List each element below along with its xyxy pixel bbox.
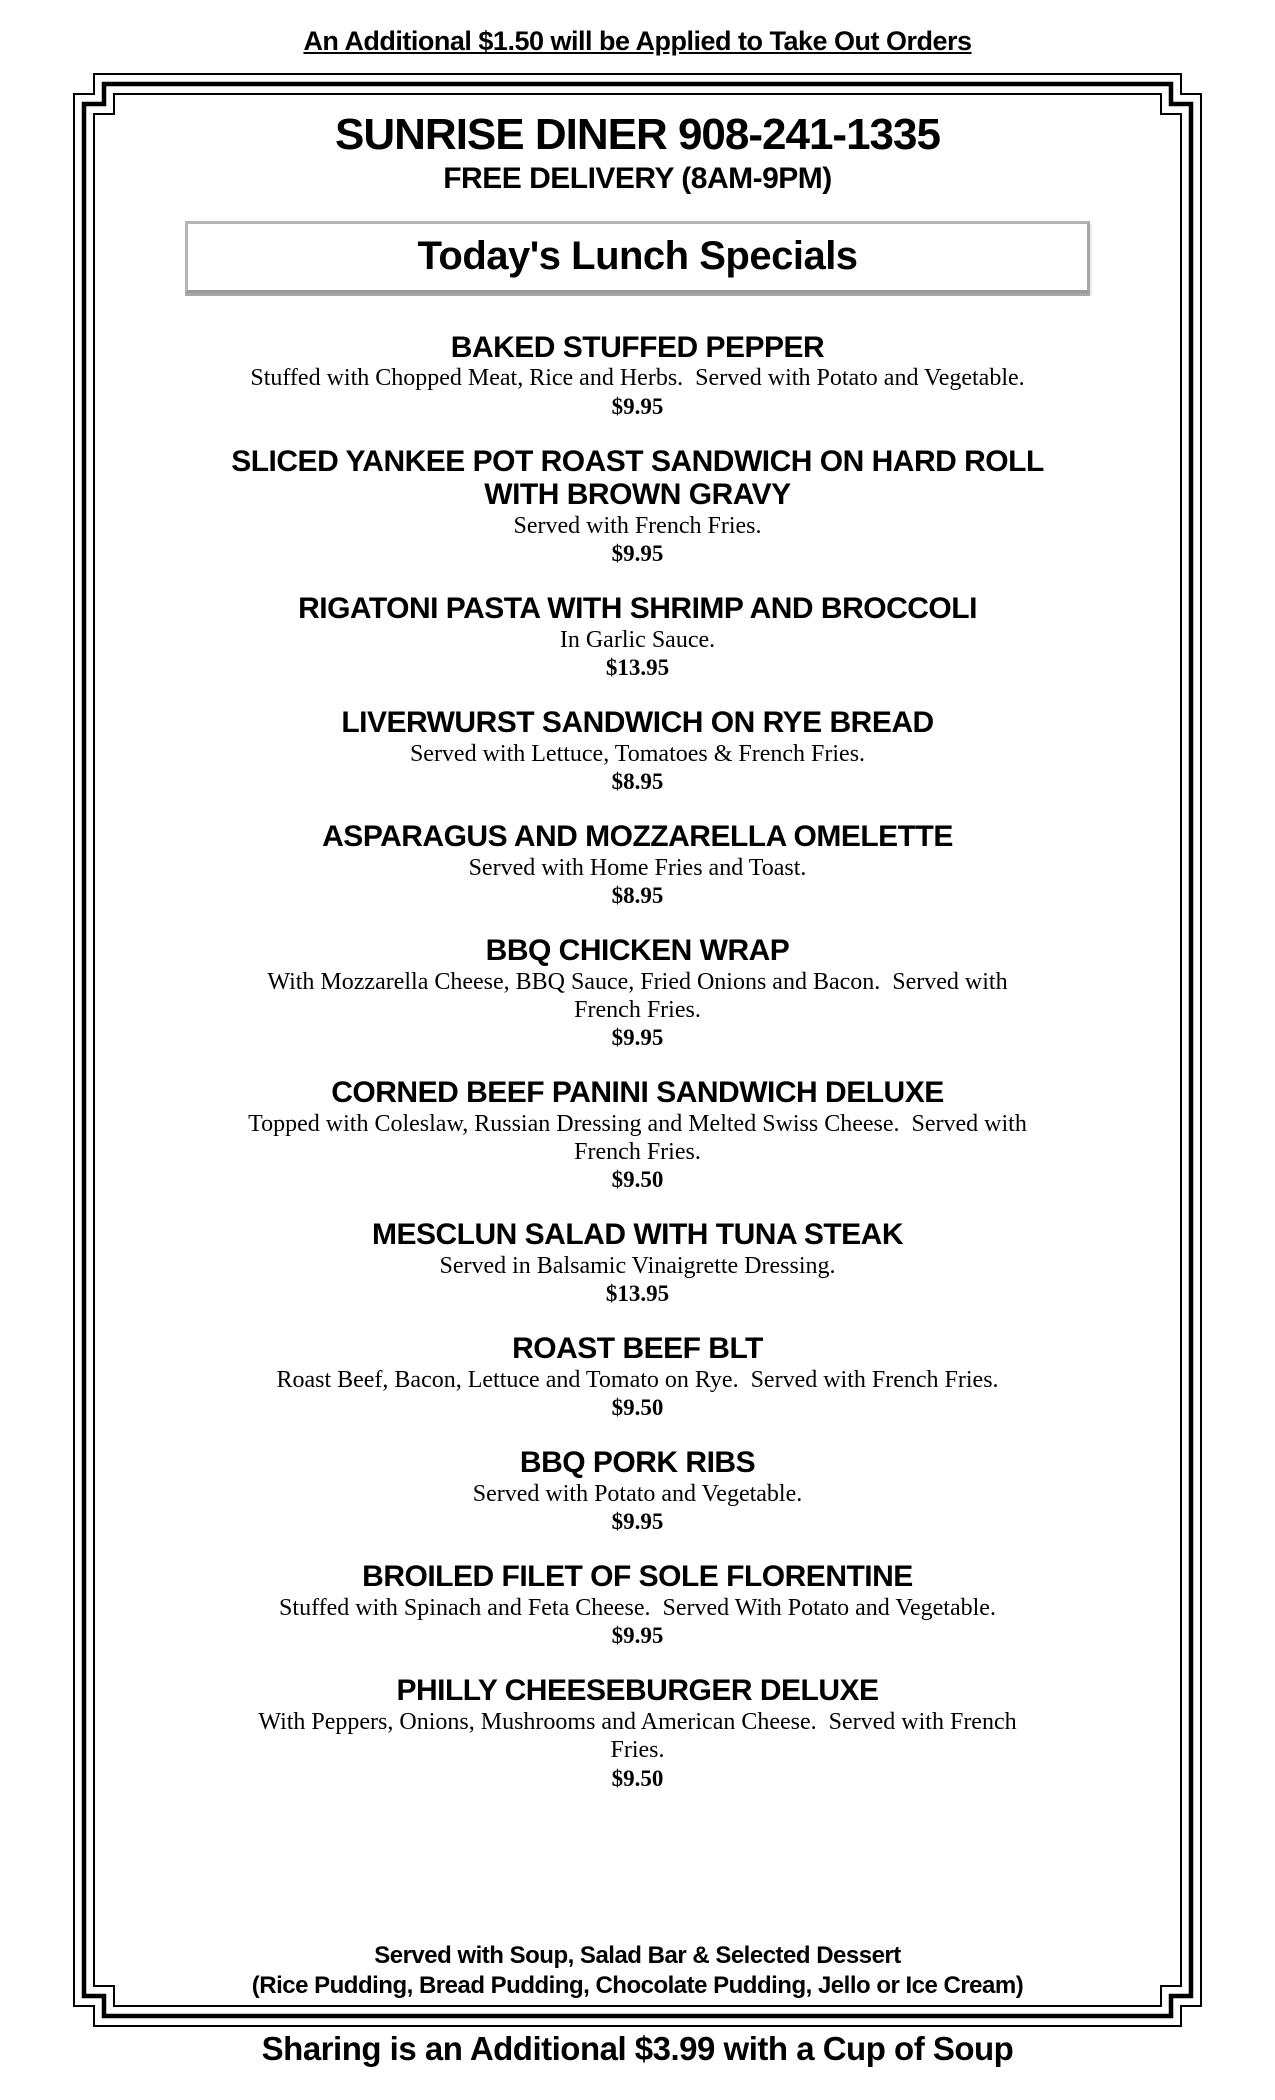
item-name-line: BBQ CHICKEN WRAP xyxy=(485,933,790,967)
item-price: $9.95 xyxy=(611,1509,664,1535)
item-name-line: WITH BROWN GRAVY xyxy=(484,478,791,512)
item-name xyxy=(94,706,1181,740)
item-name xyxy=(94,1674,1181,1708)
item-description xyxy=(94,854,1181,882)
item-description-line: With Peppers, Onions, Mushrooms and American Cheese. Served with French xyxy=(258,1708,1017,1735)
item-name xyxy=(94,445,1181,512)
item-name-line: BBQ PORK RIBS xyxy=(519,1446,756,1480)
item-name-line: ROAST BEEF BLT xyxy=(512,1332,763,1366)
menu-list xyxy=(94,331,1181,1793)
item-name xyxy=(94,1076,1181,1110)
menu-item xyxy=(94,331,1181,421)
item-price: $13.95 xyxy=(605,655,670,680)
item-name-line: SLICED YANKEE POT ROAST SANDWICH ON HARD ROLL xyxy=(231,444,1044,478)
menu-item xyxy=(94,1332,1181,1422)
item-description xyxy=(94,1252,1181,1280)
menu-item xyxy=(94,445,1181,569)
item-description xyxy=(94,364,1181,392)
item-description xyxy=(94,1110,1181,1167)
sharing-notice: Sharing is an Additional $3.99 with a Cup of Soup xyxy=(261,2030,1014,2067)
menu-item xyxy=(94,706,1181,796)
specials-heading: Today's Lunch Specials xyxy=(417,233,858,278)
menu-item xyxy=(94,1674,1181,1792)
item-name-line: CORNED BEEF PANINI SANDWICH DELUXE xyxy=(331,1076,944,1110)
item-name xyxy=(94,1332,1181,1366)
item-description xyxy=(94,1366,1181,1394)
takeout-notice: An Additional $1.50 will be Applied to Take Out Orders xyxy=(303,26,972,56)
item-description xyxy=(94,512,1181,540)
item-description-line: In Garlic Sauce. xyxy=(559,626,716,653)
specials-box xyxy=(185,221,1090,293)
item-name xyxy=(94,1446,1181,1480)
item-description-line: French Fries. xyxy=(574,1139,701,1166)
item-description-line: Stuffed with Chopped Meat, Rice and Herbs. Served with Potato and Vegetable. xyxy=(250,365,1025,392)
menu-item xyxy=(94,1560,1181,1650)
delivery-line: FREE DELIVERY (8AM-9PM) xyxy=(443,161,832,195)
menu-item xyxy=(94,934,1181,1052)
diner-title: SUNRISE DINER 908-241-1335 xyxy=(335,110,940,159)
menu-item xyxy=(94,592,1181,682)
item-description-line: Served with Potato and Vegetable. xyxy=(472,1480,803,1507)
item-description-line: Topped with Coleslaw, Russian Dressing and Melted Swiss Cheese. Served with xyxy=(248,1110,1027,1137)
item-price: $9.95 xyxy=(611,393,664,419)
item-name xyxy=(94,331,1181,365)
item-description-line: With Mozzarella Cheese, BBQ Sauce, Fried Onions and Bacon. Served with xyxy=(267,968,1008,995)
footer-note-line2: (Rice Pudding, Bread Pudding, Chocolate Pudding, Jello or Ice Cream) xyxy=(251,1971,1024,1999)
menu-item xyxy=(94,1218,1181,1308)
footer-note xyxy=(94,1941,1181,2000)
item-description-line: Served with Home Fries and Toast. xyxy=(468,854,807,881)
item-description-line: Served with French Fries. xyxy=(513,512,762,539)
item-description xyxy=(94,968,1181,1025)
item-description-line: Stuffed with Spinach and Feta Cheese. Served With Potato and Vegetable. xyxy=(279,1594,996,1621)
menu-item xyxy=(94,1076,1181,1194)
item-name xyxy=(94,1560,1181,1594)
item-description-line: French Fries. xyxy=(574,996,701,1023)
item-name-line: MESCLUN SALAD WITH TUNA STEAK xyxy=(371,1218,904,1252)
item-price: $9.50 xyxy=(611,1765,664,1791)
item-price: $9.95 xyxy=(611,1025,664,1051)
item-name xyxy=(94,592,1181,626)
menu-item xyxy=(94,820,1181,910)
item-name xyxy=(94,934,1181,968)
item-price: $8.95 xyxy=(611,768,664,794)
item-description xyxy=(94,626,1181,654)
item-name xyxy=(94,820,1181,854)
item-price: $13.95 xyxy=(605,1281,670,1307)
item-description-line: Served with Lettuce, Tomatoes & French Fries. xyxy=(409,740,866,767)
item-price: $9.50 xyxy=(611,1395,664,1421)
item-price: $8.95 xyxy=(611,882,664,908)
item-description xyxy=(94,1480,1181,1508)
item-name-line: ASPARAGUS AND MOZZARELLA OMELETTE xyxy=(322,820,953,853)
item-description-line: Served in Balsamic Vinaigrette Dressing. xyxy=(439,1253,836,1280)
item-price: $9.95 xyxy=(611,1623,664,1649)
item-name-line: LIVERWURST SANDWICH ON RYE BREAD xyxy=(341,706,934,740)
item-name-line: BAKED STUFFED PEPPER xyxy=(450,330,825,364)
item-price: $9.95 xyxy=(611,541,664,567)
item-description xyxy=(94,740,1181,768)
item-description xyxy=(94,1708,1181,1765)
item-name-line: PHILLY CHEESEBURGER DELUXE xyxy=(396,1674,879,1708)
menu-item xyxy=(94,1446,1181,1536)
item-description-line: Roast Beef, Bacon, Lettuce and Tomato on Rye. Served with French Fries. xyxy=(276,1367,999,1394)
item-name-line: BROILED FILET OF SOLE FLORENTINE xyxy=(362,1560,913,1594)
item-description-line: Fries. xyxy=(610,1737,665,1764)
footer-note-line1: Served with Soup, Salad Bar & Selected Dessert xyxy=(374,1942,901,1970)
item-price: $9.50 xyxy=(611,1167,664,1193)
item-name-line: RIGATONI PASTA WITH SHRIMP AND BROCCOLI xyxy=(298,592,977,626)
menu-content xyxy=(94,94,1181,2006)
item-description xyxy=(94,1594,1181,1622)
item-name xyxy=(94,1218,1181,1252)
